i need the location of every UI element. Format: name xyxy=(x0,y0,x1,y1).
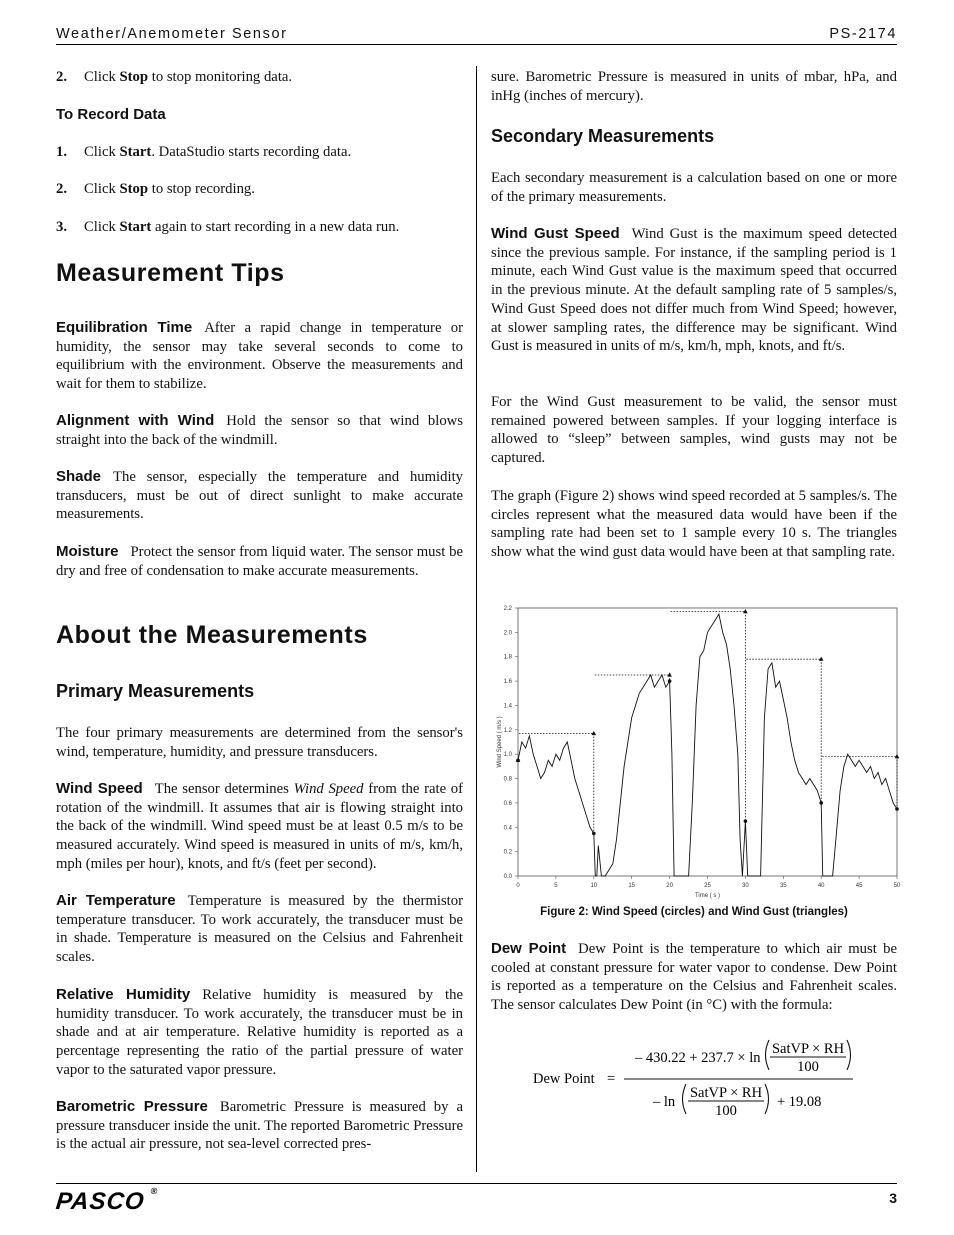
y-tick-label: 0.8 xyxy=(503,776,512,783)
secondary-intro: Each secondary measurement is a calculation based on one or more of the primary measurements. xyxy=(491,170,897,205)
x-tick-label: 15 xyxy=(628,883,636,889)
y-tick-label: 0.4 xyxy=(503,825,512,832)
y-tick-label: 1.8 xyxy=(503,654,512,661)
page-header xyxy=(56,26,897,45)
y-tick-label: 0.0 xyxy=(503,874,512,880)
right-paren-top xyxy=(847,1040,851,1070)
x-tick-label: 45 xyxy=(855,883,863,889)
wind-speed-chart-svg xyxy=(491,606,899,902)
tip-shade: Shade The sensor, especially the temperature and humidity transducers, must be out of direct sunlight to make accurate measurements. xyxy=(56,468,463,523)
y-tick-label: 0.6 xyxy=(503,800,512,807)
dew-point-block xyxy=(491,940,897,1015)
page-footer xyxy=(56,1183,897,1214)
wind-speed-paragraph: Wind Speed The sensor determines Wind Speed from the rate of rotation of the windmill. It assumes that air is flowing straight into the back of the windmill. Wind speed must be at least 0.5 m/s to be measured accurately. Wind speed is measured in units of m/s, km/h, mph (miles per hour), knots, and ft/s (feet per second). xyxy=(56,780,463,872)
barometric-pressure-paragraph: Barometric Pressure Barometric Pressure is measured by a pressure transducer inside the unit. The reported Barometric Pressure is the actual air pressure, not sea-level corrected pres- xyxy=(56,1098,464,1153)
x-tick-label: 25 xyxy=(704,883,711,889)
left-paren-bottom xyxy=(683,1084,687,1114)
y-tick-label: 1.0 xyxy=(503,752,512,759)
dew-point-formula xyxy=(491,1032,897,1132)
gust-connector xyxy=(519,733,594,833)
gust-triangle-point xyxy=(819,657,824,661)
y-tick-label: 0.2 xyxy=(503,849,512,856)
y-tick-label: 1.4 xyxy=(503,703,512,710)
y-tick-label: 2.2 xyxy=(503,606,512,612)
wind-gust-paragraph: Wind Gust Speed Wind Gust is the maximum speed detected since the previous sample. For instance, if the sampling period is 1 minute, each Wind Gust value is the maximum speed that occurred in the previous minute. At the default sampling rate of 5 samples/s, Wind Gust Speed does not differ much from Wind Speed; however, at slower sampling rates, the difference may be significant. Wind Gust is measured in units of m/s, km/h, mph, knots, and ft/s. xyxy=(491,225,897,355)
wind-gust-validity: For the Wind Gust measurement to be valid, the sensor must remained powered between samples. If your logging interface is allowed to “sleep” between samples, wind gusts may not be captured. xyxy=(491,394,897,467)
gust-connector xyxy=(671,612,746,822)
record-data-heading: To Record Data xyxy=(56,106,166,123)
air-temperature-paragraph: Air Temperature Temperature is measured by the thermistor temperature transducer. To work accurately, the transducer must be in shade. Temperature is measured on the Celsius and Fahrenheit scales. xyxy=(56,892,463,966)
left-paren-top xyxy=(766,1040,770,1070)
tip-alignment: Alignment with Wind Hold the sensor so that wind blows straight into the back of the windmill. xyxy=(56,412,463,448)
monitor-step-2: 2. Click Stop to stop monitoring data. xyxy=(56,69,293,85)
header-model: PS-2174 xyxy=(829,26,897,42)
wind-speed-chart xyxy=(491,606,899,902)
x-tick-label: 5 xyxy=(554,883,558,889)
x-tick-label: 30 xyxy=(742,883,749,889)
x-axis-label: Time ( s ) xyxy=(694,893,721,899)
y-axis-label: Wind Speed ( m/s ) xyxy=(497,716,503,768)
gust-connector xyxy=(746,659,821,803)
gust-triangle-point xyxy=(592,731,597,735)
figure-caption: Figure 2: Wind Speed (circles) and Wind Gust (triangles) xyxy=(540,906,848,918)
gust-triangle-point xyxy=(667,672,672,676)
primary-measurements-heading: Primary Measurements xyxy=(56,681,255,701)
record-step-1: 1. Click Start. DataStudio starts recording data. xyxy=(56,144,352,160)
x-tick-label: 10 xyxy=(590,883,598,889)
about-measurements-heading: About the Measurements xyxy=(56,621,368,649)
formula-den-frac-top: SatVP × RH xyxy=(689,1085,763,1101)
speed-circle-point xyxy=(592,832,596,836)
header-title: Weather/Anemometer Sensor xyxy=(56,26,288,42)
formula-numerator-text: – 430.22 + 237.7 × ln xyxy=(635,1050,761,1066)
formula-denominator-suffix: + 19.08 xyxy=(777,1094,822,1110)
speed-circle-point xyxy=(744,819,748,823)
formula-num-frac-bottom: 100 xyxy=(797,1059,819,1075)
record-step-3: 3. Click Start again to start recording in a new data run. xyxy=(56,219,400,235)
secondary-measurements-heading: Secondary Measurements xyxy=(491,126,715,146)
measurement-tips-heading: Measurement Tips xyxy=(56,259,285,287)
gust-connector xyxy=(822,757,897,809)
graph-description: The graph (Figure 2) shows wind speed recorded at 5 samples/s. The circles represent what the measured data would have been if the sampling rate had been set to 1 sample every 10 s. The triangles show what the wind gust data would have been at that sampling rate. xyxy=(491,488,897,561)
pasco-logo: PASCO ® xyxy=(54,1186,159,1215)
formula-svg xyxy=(491,1032,897,1132)
formula-num-frac-top: SatVP × RH xyxy=(771,1041,845,1057)
pressure-continued: sure. Barometric Pressure is measured in units of mbar, hPa, and inHg (inches of mercury). xyxy=(491,69,897,104)
y-tick-label: 1.2 xyxy=(503,727,512,734)
tip-equilibration: Equilibration Time After a rapid change in temperature or humidity, the sensor may take several seconds to come to equilibrium with the environment. Observe the measurements and wait for them to stabilize. xyxy=(56,319,463,393)
speed-circle-point xyxy=(668,679,672,683)
record-step-2: 2. Click Stop to stop recording. xyxy=(56,181,255,197)
speed-circle-point xyxy=(819,801,823,805)
right-paren-bottom xyxy=(765,1084,769,1114)
dew-point-paragraph: Dew Point Dew Point is the temperature to which air must be cooled at constant pressure for water vapor to condense. Dew Point is reported as a temperature on the Celsius and Fahrenheit scales. The sensor calculates Dew Point (in °C) with the formula: xyxy=(491,940,897,1014)
y-tick-label: 2.0 xyxy=(503,630,512,637)
formula-denominator-prefix: – ln xyxy=(653,1094,676,1110)
x-tick-label: 20 xyxy=(666,883,673,889)
wind-speed-line xyxy=(518,614,897,876)
formula-lhs: Dew Point xyxy=(533,1071,595,1087)
formula-den-frac-bottom: 100 xyxy=(715,1103,737,1119)
plot-frame xyxy=(518,608,897,876)
tip-moisture: Moisture Protect the sensor from liquid water. The sensor must be dry and free of condensation to make accurate measurements. xyxy=(56,543,463,579)
x-tick-label: 0 xyxy=(516,883,520,889)
primary-intro: The four primary measurements are determined from the sensor's wind, temperature, humidity, and pressure transducers. xyxy=(56,725,463,760)
relative-humidity-paragraph: Relative Humidity Relative humidity is measured by the humidity transducer. To work accurately, the transducer must be in shade and at air temperature. Relative humidity is reported as a percentage representing the ratio of the partial pressure of water vapor to the saturated vapor pressure. xyxy=(56,986,463,1078)
speed-circle-point xyxy=(895,807,899,811)
gust-triangle-point xyxy=(743,609,748,613)
formula-equals: = xyxy=(607,1071,616,1087)
page-number: 3 xyxy=(889,1190,897,1206)
x-tick-label: 40 xyxy=(817,883,825,889)
gust-triangle-point xyxy=(895,754,900,758)
x-tick-label: 35 xyxy=(779,883,787,889)
x-tick-label: 50 xyxy=(893,883,901,889)
y-tick-label: 1.6 xyxy=(503,679,512,686)
